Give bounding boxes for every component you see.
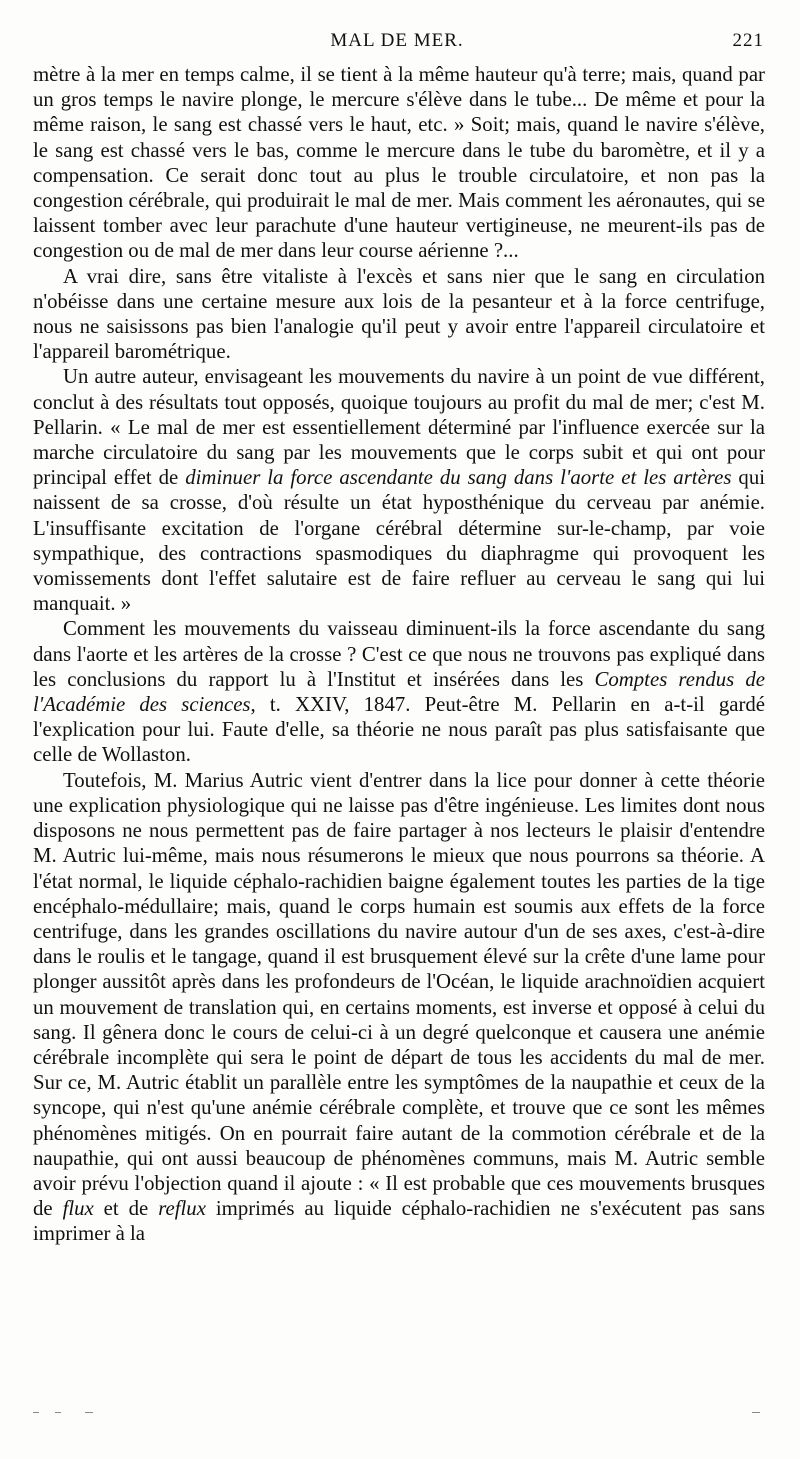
italic-text-run: Comptes rendus de l'Académie des sciences xyxy=(33,667,765,717)
text-run: , t. XXIV, 1847. Peut-être M. Pellarin en a-t-il gardé l'explication pour lui. Faute d'elle, sa théorie ne nous paraît pas plus satisfaisante que celle de Wollaston. xyxy=(33,693,766,767)
running-head xyxy=(30,30,764,54)
text-run: Toutefois, M. Marius Autric vient d'entrer dans la lice pour donner à cette théorie une explication physiologique qui ne laisse pas d'être ingénieuse. Les limites dont nous disposons ne nous permettent pas de faire partager à nos lecteurs le plaisir d'entendre M. Autric lui-même, mais nous résumerons le mieux que nous pourrons sa théorie. A l'état normal, le liquide céphalo-rachidien baigne également toutes les parties de la tige encéphalo-médullaire; mais, quand le corps humain est soumis aux effets de la force centrifuge, dans les grandes oscillations du navire autour d'un de ses axes, c'est-à-dire dans le roulis et le tangage, quand il est brusquement élevé sur la crête d'une lame pour plonger aussitôt après dans les profondeurs de l'Océan, le liquide arachnoïdien acquiert un mouvement de translation qui, en certains moments, est inverse et opposé à celui du sang. Il gênera donc le cours de celui-ci à un degré quelconque et causera une anémie cérébrale incomplète qui sera le point de départ de tous les accidents du mal de mer. Sur ce, M. Autric établit un parallèle entre les symptômes de la naupathie et ceux de la syncope, qui n'est qu'une anémie cérébrale complète, et trouve que ce sont les mêmes phénomènes mitigés. On en pourrait faire autant de la commotion cérébrale et de la naupathie, qui ont aussi beaucoup de phénomènes communs, mais M. Autric semble avoir prévu l'objection quand il ajoute : « Il est probable que ces mouvements brusques de xyxy=(33,768,765,1221)
paragraph-4 xyxy=(33,616,765,767)
paragraph-5 xyxy=(33,768,765,1247)
paragraph-1 xyxy=(33,62,765,264)
paragraph-2 xyxy=(33,264,765,365)
text-run: Comment les mouvements du vaisseau diminuent-ils la force ascendante du sang dans l'aorte et les artères de la crosse ? C'est ce que nous ne trouvons pas expliqué dans les conclusions du rapport lu à l'Institut et insérées dans les xyxy=(33,617,765,691)
italic-text-run: flux xyxy=(62,1197,94,1221)
body-text xyxy=(33,62,765,1247)
scan-mark xyxy=(33,1412,39,1413)
italic-text-run: reflux xyxy=(158,1197,206,1221)
scan-mark xyxy=(55,1412,61,1413)
text-run: qui naissent de sa crosse, d'où résulte un état hyposthénique du cerveau par anémie. L'insuffisante excitation de l'organe cérébral détermine sur-le-champ, par voie sympathique, des contractions spasmodiques du diaphragme qui provoquent les vomissements dont l'effet salutaire est de faire refluer au cerveau le sang qui lui manquait. » xyxy=(33,466,765,616)
page-number: 221 xyxy=(732,30,764,51)
text-run: Un autre auteur, envisageant les mouvements du navire à un point de vue différent, conclut à des résultats tout opposés, quoique toujours au profit du mal de mer; c'est M. Pellarin. « Le mal de mer est essentiellement déterminé par l'influence exercée sur la marche circulatoire du sang par les mouvements que le corps subit et qui ont pour principal effet de xyxy=(33,365,765,490)
running-title: MAL DE MER. xyxy=(330,30,464,51)
text-run: imprimés au liquide céphalo-rachidien ne s'exécutent pas sans imprimer à la xyxy=(33,1197,765,1246)
scan-mark xyxy=(85,1412,93,1413)
text-run: mètre à la mer en temps calme, il se tient à la même hauteur qu'à terre; mais, quand par un gros temps le navire plonge, le mercure s'élève dans le tube... De même et pour la même raison, le sang est chassé vers le haut, etc. » Soit; mais, quand le navire s'élève, le sang est chassé vers le bas, comme le mercure dans le tube du baromètre, et il y a compensation. Ce serait donc tout au plus le trouble circulatoire, et non pas la congestion cérébrale, qui produirait le mal de mer. Mais comment les aéronautes, qui se laissent tomber avec leur parachute d'une hauteur vertigineuse, ne meurent-ils pas de congestion ou de mal de mer dans leur course aérienne ?... xyxy=(33,63,765,263)
paragraph-3 xyxy=(33,364,765,616)
italic-text-run: diminuer la force ascendante du sang dans l'aorte et les artères xyxy=(185,466,732,490)
page-bottom-marks xyxy=(33,1412,760,1416)
scan-mark xyxy=(752,1412,760,1413)
text-run: et de xyxy=(93,1197,159,1221)
text-run: A vrai dire, sans être vitaliste à l'excès et sans nier que le sang en circulation n'obéisse dans une certaine mesure aux lois de la pesanteur et à la force centrifuge, nous ne saisissons pas bien l'analogie qu'il peut y avoir entre l'appareil circulatoire et l'appareil barométrique. xyxy=(33,264,765,364)
